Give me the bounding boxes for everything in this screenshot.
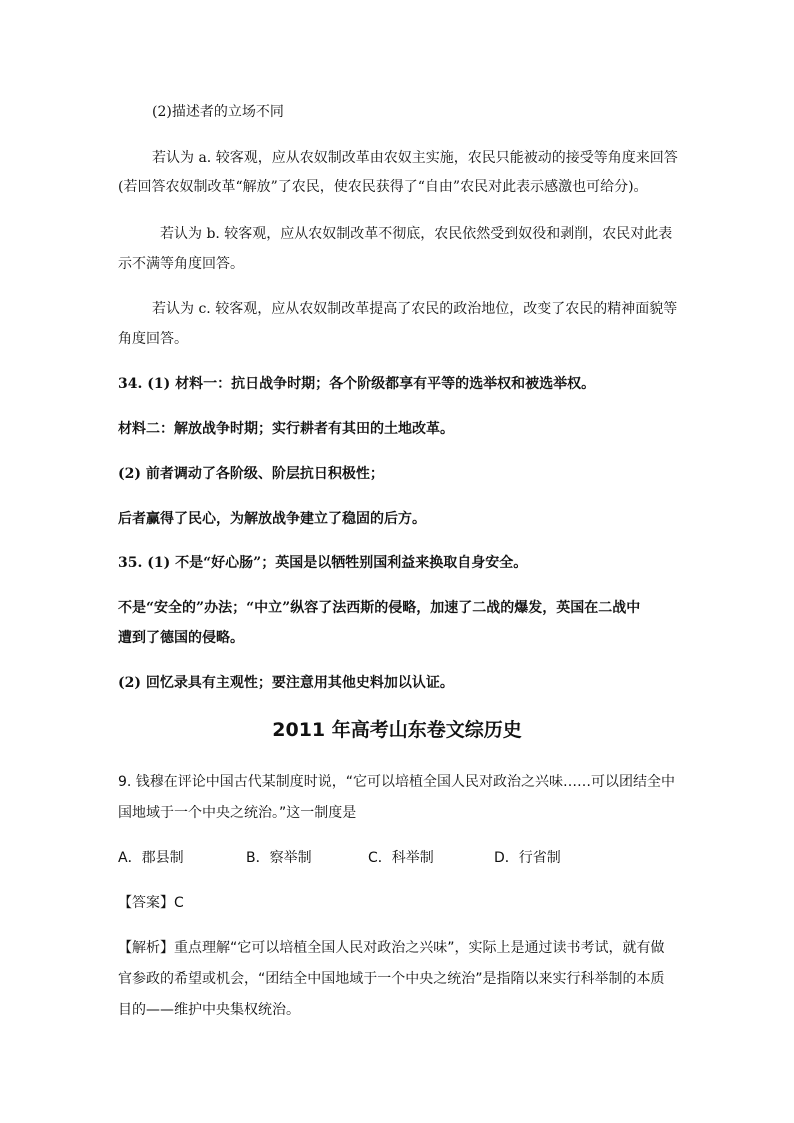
option-b-answer-line1: 若认为 b. 较客观，应从农奴制改革不彻底，农民依然受到奴役和剥削，农民对此表 <box>160 226 673 242</box>
q9-answer: 【答案】C <box>118 895 184 911</box>
q9-option-a: A．郡县制 <box>118 850 184 866</box>
q34-part2-latter: 后者赢得了民心，为解放战争建立了稳固的后方。 <box>118 511 426 527</box>
q35-part1-line2: 不是“安全的”办法；“中立”纵容了法西斯的侵略，加速了二战的爆发，英国在二战中 <box>118 600 641 616</box>
part2-heading: (2)描述者的立场不同 <box>152 104 284 120</box>
exam-section-title: 2011 年高考山东卷文综历史 <box>272 719 522 741</box>
q34-part1-material2: 材料二：解放战争时期；实行耕者有其田的土地改革。 <box>118 421 454 437</box>
option-b-answer-line2: 示不满等角度回答。 <box>118 256 244 272</box>
option-a-answer-line1: 若认为 a. 较客观，应从农奴制改革由农奴主实施，农民只能被动的接受等角度来回答 <box>152 150 678 166</box>
q35-part2: (2) 回忆录具有主观性；要注意用其他史料加以认证。 <box>118 675 454 691</box>
option-a-answer-line2: (若回答农奴制改革“解放”了农民，使农民获得了“自由”农民对此表示感激也可给分)。 <box>118 179 648 195</box>
q34-part2-former: (2) 前者调动了各阶级、阶层抗日积极性； <box>118 466 384 482</box>
q9-option-d: D．行省制 <box>494 850 561 866</box>
q9-analysis-line2: 官参政的希望或机会，“团结全中国地域于一个中央之统治”是指隋以来实行科举制的本质 <box>118 971 665 987</box>
q9-analysis-line3: 目的——维护中央集权统治。 <box>118 1002 300 1018</box>
q9-option-b: B．察举制 <box>246 850 312 866</box>
q9-stem-line1: 9. 钱穆在评论中国古代某制度时说，“它可以培植全国人民对政治之兴味……可以团结全中 <box>118 774 676 790</box>
q35-part1-line3: 遭到了德国的侵略。 <box>118 630 244 646</box>
q9-analysis-line1: 【解析】重点理解“它可以培植全国人民对政治之兴味”，实际上是通过读书考试，就有做 <box>118 940 665 956</box>
option-c-answer-line1: 若认为 c. 较客观，应从农奴制改革提高了农民的政治地位，改变了农民的精神面貌等 <box>152 301 678 317</box>
q9-option-c: C．科举制 <box>368 850 434 866</box>
q34-part1-material1: 34. (1) 材料一：抗日战争时期；各个阶级都享有平等的选举权和被选举权。 <box>118 376 596 392</box>
q35-part1-line1: 35. (1) 不是“好心肠”；英国是以牺牲别国利益来换取自身安全。 <box>118 555 528 571</box>
q9-stem-line2: 国地域于一个中央之统治。”这一制度是 <box>118 805 357 821</box>
option-c-answer-line2: 角度回答。 <box>118 331 188 347</box>
